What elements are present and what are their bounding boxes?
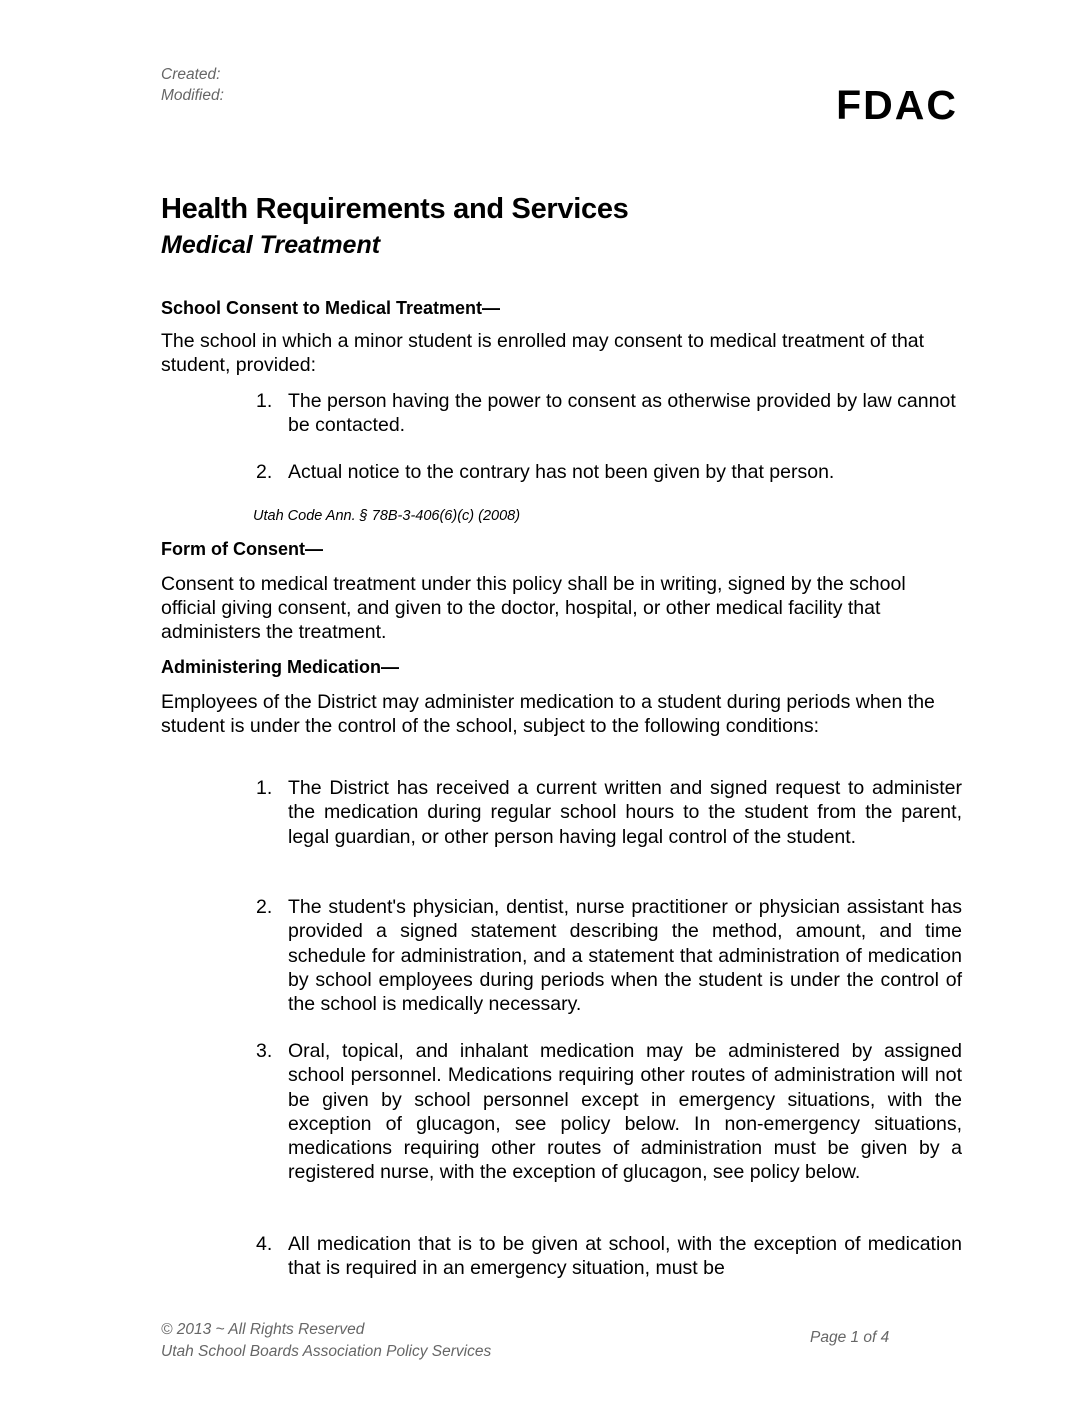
medication-intro: Employees of the District may administer medication to a student during periods when the student is under the control of the school, subject to the following conditions: xyxy=(161,691,935,737)
footer xyxy=(161,1319,491,1363)
list-text: The person having the power to consent as otherwise provided by law cannot be contacted. xyxy=(288,390,956,437)
section-heading-consent: School Consent to Medical Treatment— xyxy=(161,298,501,318)
modified-label: Modified: xyxy=(161,87,224,104)
section-heading-medication: Administering Medication— xyxy=(161,657,400,677)
policy-code: FDAC xyxy=(836,82,958,128)
consent-intro: The school in which a minor student is enrolled may consent to medical treatment of that student, provided: xyxy=(161,330,925,376)
list-number: 3. xyxy=(256,1040,273,1062)
list-number: 1. xyxy=(256,390,273,412)
form-text: Consent to medical treatment under this policy shall be in writing, signed by the school official giving consent, and given to the doctor, hospital, or other medical facility that administers the treatment. xyxy=(161,573,906,643)
page-number: Page 1 of 4 xyxy=(810,1329,890,1346)
list-text: The District has received a current written and signed request to administer the medication during regular school hours to the student from the parent, legal guardian, or other person having legal control of the student. xyxy=(288,777,962,848)
list-item xyxy=(250,895,962,1016)
list-item xyxy=(250,460,962,484)
list-item xyxy=(250,1232,962,1281)
organization-text: Utah School Boards Association Policy Services xyxy=(161,1343,492,1360)
list-item xyxy=(250,1039,962,1185)
copyright-text: © 2013 ~ All Rights Reserved xyxy=(161,1321,365,1338)
list-number: 2. xyxy=(256,461,273,483)
page-subtitle: Medical Treatment xyxy=(161,231,381,259)
document-metadata xyxy=(161,64,224,106)
list-text: The student's physician, dentist, nurse practitioner or physician assistant has provided a signed statement describing the method, amount, and time schedule for administration, and a statement that administration of medication by school employees during periods when the student is under the control of the school is medically necessary. xyxy=(288,896,962,1016)
created-label: Created: xyxy=(161,66,221,83)
list-item xyxy=(250,389,962,438)
section-heading-form: Form of Consent— xyxy=(161,539,323,559)
list-text: All medication that is to be given at school, with the exception of medication that is required in an emergency situation, must be xyxy=(288,1233,962,1280)
list-number: 2. xyxy=(256,896,273,918)
list-number: 1. xyxy=(256,777,273,799)
list-item xyxy=(250,776,962,849)
legal-citation: Utah Code Ann. § 78B-3-406(6)(c) (2008) xyxy=(253,508,521,524)
page-title: Health Requirements and Services xyxy=(161,193,629,225)
list-text: Oral, topical, and inhalant medication may be administered by assigned school personnel. Medications requiring other routes of administration will not be given by school personnel except in emergency situations, with the exception of glucagon, see policy below. In non-emergency situations, medications requiring other routes of administration must be given by a registered nurse, with the exception of glucagon, see policy below. xyxy=(288,1040,962,1184)
list-number: 4. xyxy=(256,1233,273,1255)
list-text: Actual notice to the contrary has not been given by that person. xyxy=(288,461,835,483)
